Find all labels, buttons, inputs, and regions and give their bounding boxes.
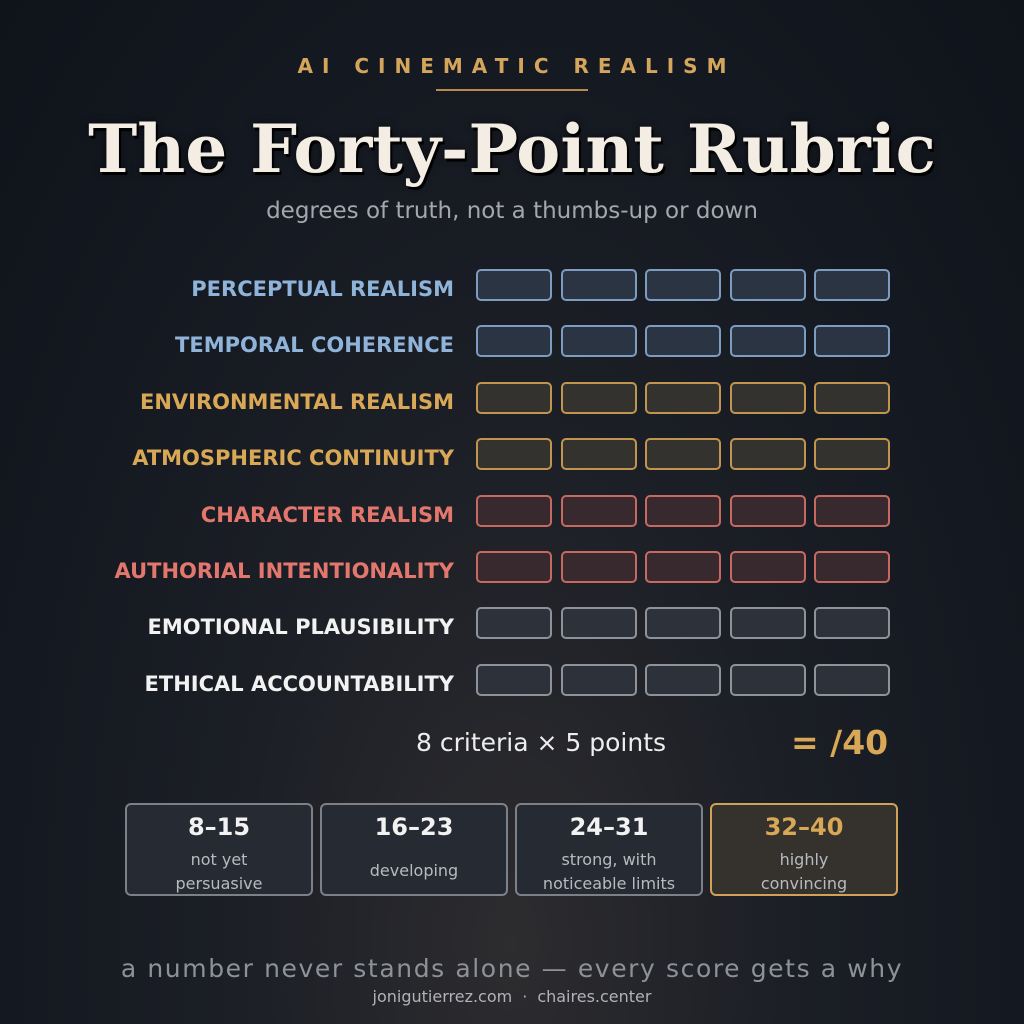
- page-title: The Forty-Point Rubric: [88, 110, 936, 188]
- footer-link-site2[interactable]: chaires.center: [537, 987, 652, 1006]
- criterion-label: CHARACTER REALISM: [200, 503, 454, 527]
- criterion-row: [0, 607, 1024, 643]
- score-cell[interactable]: [814, 382, 890, 414]
- score-cell[interactable]: [561, 551, 637, 583]
- score-cell[interactable]: [814, 551, 890, 583]
- criterion-row: [0, 438, 1024, 474]
- score-cell[interactable]: [645, 607, 721, 639]
- tagline: a number never stands alone — every score gets a why: [120, 954, 904, 983]
- score-cell[interactable]: [814, 607, 890, 639]
- page-subtitle: degrees of truth, not a thumbs-up or down: [266, 198, 758, 224]
- score-cell[interactable]: [561, 607, 637, 639]
- score-band-1: [125, 803, 313, 896]
- score-band-4: [710, 803, 898, 896]
- score-cell[interactable]: [730, 325, 806, 357]
- score-band-description-line: noticeable limits: [542, 874, 676, 893]
- score-cell[interactable]: [645, 269, 721, 301]
- score-band-description-line: persuasive: [175, 874, 263, 893]
- criterion-row: [0, 269, 1024, 305]
- score-cell[interactable]: [561, 269, 637, 301]
- score-cell[interactable]: [645, 664, 721, 696]
- score-band-description-line: convincing: [760, 874, 848, 893]
- criterion-row: [0, 382, 1024, 418]
- score-cell[interactable]: [476, 664, 552, 696]
- score-cell[interactable]: [561, 325, 637, 357]
- footer-separator: ·: [522, 987, 528, 1006]
- score-cell[interactable]: [561, 664, 637, 696]
- score-cell[interactable]: [476, 495, 552, 527]
- criterion-label: ENVIRONMENTAL REALISM: [139, 390, 454, 414]
- score-cell[interactable]: [814, 269, 890, 301]
- score-cell[interactable]: [645, 551, 721, 583]
- score-cell[interactable]: [730, 607, 806, 639]
- score-band-description-line: strong, with: [561, 850, 657, 869]
- score-cell[interactable]: [561, 438, 637, 470]
- score-band-description: [127, 848, 311, 896]
- score-cell[interactable]: [645, 382, 721, 414]
- score-cell[interactable]: [730, 551, 806, 583]
- score-total: = /40: [791, 723, 889, 762]
- score-band-range: 32–40: [764, 813, 844, 841]
- score-band-2: [320, 803, 508, 896]
- score-cell[interactable]: [476, 382, 552, 414]
- score-cell[interactable]: [730, 438, 806, 470]
- footer-credits: [0, 987, 1024, 1006]
- score-band-range: 8–15: [187, 813, 251, 841]
- eyebrow-divider: [436, 89, 588, 91]
- criterion-row: [0, 551, 1024, 587]
- score-band-description: [517, 848, 701, 896]
- score-cell[interactable]: [645, 325, 721, 357]
- score-cell[interactable]: [561, 495, 637, 527]
- score-band-description: [322, 859, 506, 883]
- criterion-label: TEMPORAL COHERENCE: [175, 333, 454, 357]
- score-band-description-line: not yet: [190, 850, 248, 869]
- footer-link-site1[interactable]: jonigutierrez.com: [372, 987, 513, 1006]
- score-band-description-line: highly: [779, 850, 829, 869]
- criterion-label: AUTHORIAL INTENTIONALITY: [114, 559, 454, 583]
- score-cell[interactable]: [730, 382, 806, 414]
- score-cell[interactable]: [730, 269, 806, 301]
- score-band-description: [712, 848, 896, 896]
- criterion-label: ETHICAL ACCOUNTABILITY: [144, 672, 454, 696]
- score-cell[interactable]: [814, 495, 890, 527]
- score-cell[interactable]: [476, 551, 552, 583]
- score-cell[interactable]: [476, 325, 552, 357]
- score-band-3: [515, 803, 703, 896]
- score-cell[interactable]: [476, 438, 552, 470]
- score-band-range: 24–31: [569, 813, 649, 841]
- score-cell[interactable]: [476, 607, 552, 639]
- score-band-description-line: developing: [369, 861, 459, 880]
- criterion-label: ATMOSPHERIC CONTINUITY: [132, 446, 454, 470]
- score-cell[interactable]: [645, 495, 721, 527]
- score-cell[interactable]: [645, 438, 721, 470]
- score-formula: 8 criteria × 5 points: [416, 728, 667, 757]
- eyebrow-text: AI CINEMATIC REALISM: [297, 54, 736, 78]
- score-band-range: 16–23: [374, 813, 454, 841]
- score-cell[interactable]: [476, 269, 552, 301]
- score-cell[interactable]: [561, 382, 637, 414]
- score-cell[interactable]: [730, 664, 806, 696]
- score-cell[interactable]: [814, 438, 890, 470]
- criterion-row: [0, 664, 1024, 700]
- criterion-row: [0, 495, 1024, 531]
- criterion-row: [0, 325, 1024, 361]
- criterion-label: PERCEPTUAL REALISM: [191, 277, 454, 301]
- score-cell[interactable]: [814, 325, 890, 357]
- score-cell[interactable]: [814, 664, 890, 696]
- criterion-label: EMOTIONAL PLAUSIBILITY: [147, 615, 454, 639]
- score-cell[interactable]: [730, 495, 806, 527]
